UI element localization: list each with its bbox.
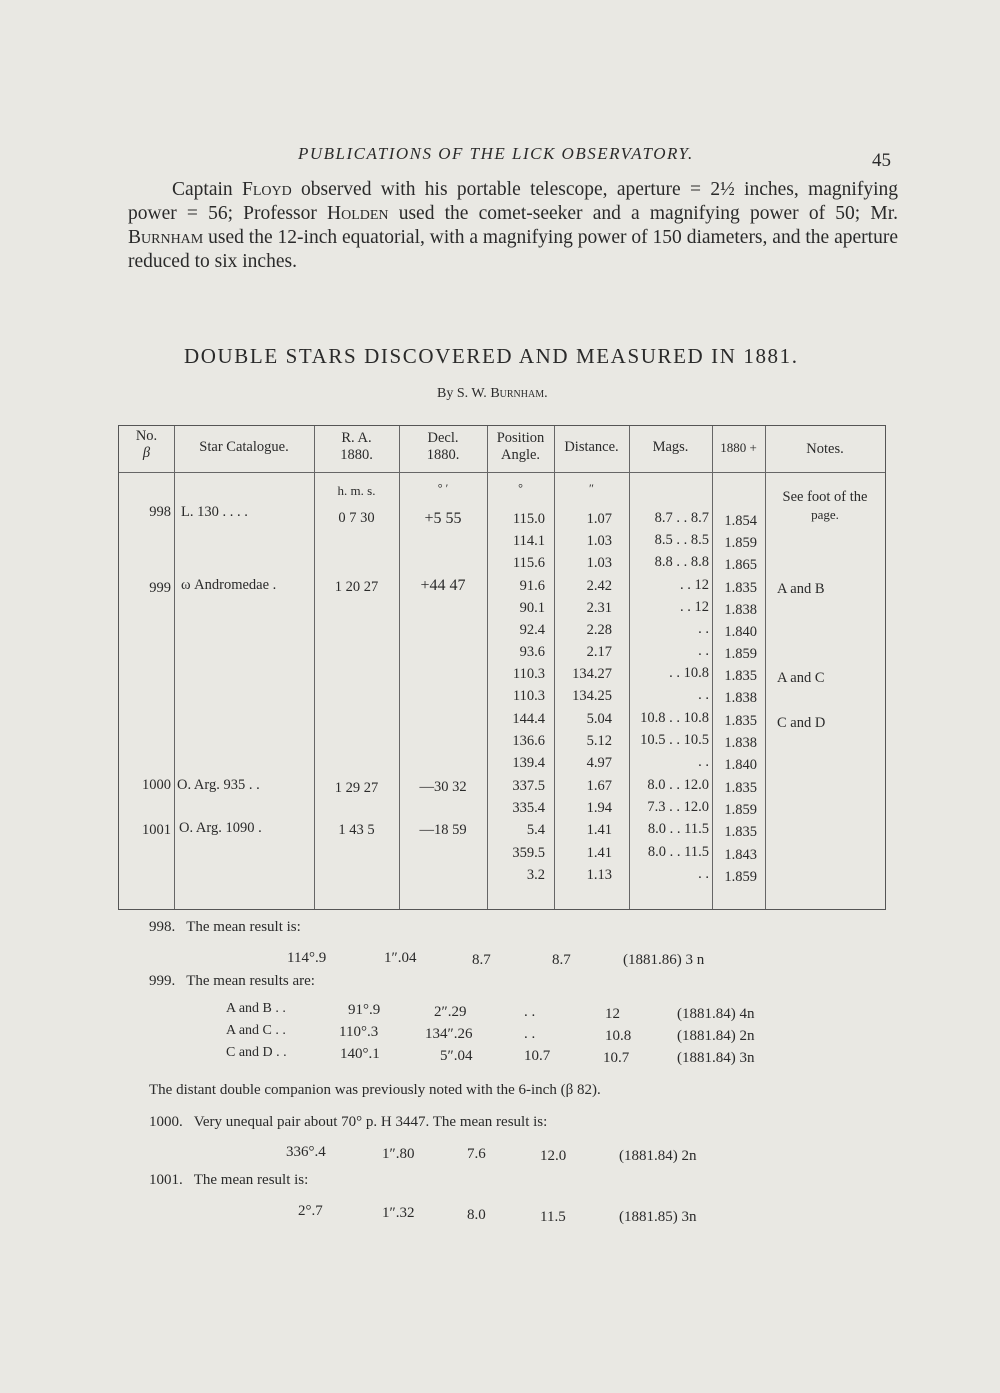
pair-label: A and B . . (226, 1001, 286, 1016)
pair-mag2: 12 (605, 1006, 620, 1022)
year-value: 1.854 (724, 513, 757, 529)
intro-paragraph (128, 178, 898, 274)
dist-value: 5.12 (586, 733, 612, 749)
pair-dist: 5″.04 (440, 1048, 473, 1064)
pa-value: 335.4 (512, 800, 545, 816)
mags-value: 10.8 . . 10.8 (640, 710, 709, 726)
distant-companion-note: The distant double companion was previously noted with the 6-inch (β 82). (149, 1082, 601, 1098)
entry-decl: +44 47 (420, 577, 466, 594)
mags-value: . . 12 (680, 577, 709, 593)
mean-1000-mag1: 7.6 (467, 1146, 486, 1162)
intro-text-2: observed with his portable telescope, aperture = 2½ inches, magnifying power = 56; Professor (128, 179, 898, 224)
pa-value: 139.4 (512, 755, 545, 771)
header-ra (314, 430, 399, 464)
name-burnham: Burnham (128, 227, 204, 248)
entry-ra: 1 29 27 (334, 780, 379, 796)
dist-value: 1.07 (586, 511, 612, 527)
note-999 (149, 973, 315, 990)
mean-1000-dist: 1″.80 (382, 1146, 415, 1162)
note-999-text: The mean results are: (186, 973, 315, 989)
mean-1000-pa: 336°.4 (286, 1144, 326, 1160)
pa-value: 92.4 (519, 622, 545, 638)
mags-value: 10.5 . . 10.5 (640, 732, 709, 748)
dist-value: 1.03 (586, 555, 612, 571)
header-star-catalogue: Star Catalogue. (199, 439, 289, 455)
pair-mag1: . . (524, 1026, 536, 1042)
pair-pa: 110°.3 (339, 1024, 379, 1040)
note-1001 (149, 1172, 308, 1189)
mean-1001-mag2: 11.5 (540, 1209, 566, 1225)
header-decl-label: Decl. (427, 430, 459, 446)
year-value: 1.843 (724, 847, 757, 863)
pa-value: 3.2 (526, 867, 545, 883)
column-rule (174, 426, 175, 909)
mags-value: 8.0 . . 11.5 (647, 844, 709, 860)
dist-value: 2.28 (586, 622, 612, 638)
byline (437, 386, 548, 402)
unit-dist: ″ (589, 481, 594, 495)
pair-epoch: (1881.84) 4n (677, 1006, 755, 1022)
intro-text-4: used the 12-inch equatorial, with a magnifying power of 150 diameters, and the aperture reduced to six inches. (128, 227, 898, 272)
entry-no: 999 (149, 580, 171, 596)
double-stars-table (118, 425, 886, 910)
entry-decl: +5 55 (424, 510, 462, 527)
note-page: page. (811, 507, 839, 522)
header-year: 1880 + (720, 440, 757, 455)
byline-name: Burnham. (490, 386, 548, 401)
mean-1001-pa: 2°.7 (298, 1203, 323, 1219)
section-title: DOUBLE STARS DISCOVERED AND MEASURED IN 1881. (184, 344, 799, 368)
year-value: 1.838 (724, 602, 757, 618)
year-value: 1.835 (724, 824, 757, 840)
pa-value: 5.4 (526, 822, 545, 838)
mean-1000-mag2: 12.0 (540, 1148, 567, 1164)
mean-1000-epoch: (1881.84) 2n (619, 1148, 697, 1164)
entry-star: ω Andromedae . (181, 577, 277, 593)
year-value: 1.859 (724, 802, 757, 818)
mean-998-pa: 114°.9 (287, 950, 327, 966)
mags-value: 8.8 . . 8.8 (654, 554, 709, 570)
mean-1001-epoch: (1881.85) 3n (619, 1209, 697, 1225)
year-value: 1.835 (724, 580, 757, 596)
pair-epoch: (1881.84) 2n (677, 1028, 755, 1044)
header-pa-label: Position (496, 430, 545, 446)
mean-998-mag2: 8.7 (552, 952, 571, 968)
pa-value: 136.6 (512, 733, 545, 749)
running-header: PUBLICATIONS OF THE LICK OBSERVATORY. (298, 144, 694, 163)
note-1000 (149, 1114, 547, 1131)
year-value: 1.835 (724, 668, 757, 684)
note-998 (149, 919, 301, 936)
mags-value: . . (698, 621, 709, 637)
dist-value: 2.42 (586, 578, 612, 594)
note-1000-text: Very unequal pair about 70° p. H 3447. The mean result is: (193, 1114, 548, 1130)
name-holden: Holden (327, 203, 389, 224)
note-a-and-c: A and C (777, 670, 825, 686)
mags-value: 7.3 . . 12.0 (647, 799, 709, 815)
pair-mag2: 10.7 (603, 1050, 630, 1066)
pair-dist: 2″.29 (434, 1004, 467, 1020)
note-1001-text: The mean result is: (193, 1172, 309, 1188)
entry-decl: —18 59 (419, 822, 467, 838)
mags-value: . . (698, 643, 709, 659)
unit-decl: ° ′ (437, 481, 449, 495)
year-value: 1.838 (724, 690, 757, 706)
mean-1001-mag1: 8.0 (467, 1207, 486, 1223)
mags-value: . . 12 (680, 599, 709, 615)
dist-value: 2.31 (586, 600, 612, 616)
page-number: 45 (872, 150, 891, 171)
header-ra-year: 1880. (340, 447, 373, 463)
header-pa-label2: Angle. (500, 447, 541, 463)
note-998-text: The mean result is: (186, 919, 301, 935)
dist-value: 134.27 (572, 666, 612, 682)
year-value: 1.838 (724, 735, 757, 751)
pair-pa: 91°.9 (348, 1002, 381, 1018)
entry-no: 1001 (142, 822, 171, 838)
pa-value: 110.3 (512, 688, 545, 704)
pa-value: 91.6 (519, 578, 545, 594)
dist-value: 1.41 (586, 822, 612, 838)
byline-by: By S. W. (437, 386, 491, 401)
dist-value: 5.04 (586, 711, 612, 727)
header-notes: Notes. (806, 441, 844, 457)
dist-value: 1.03 (586, 533, 612, 549)
dist-value: 4.97 (586, 755, 612, 771)
dist-value: 1.67 (586, 778, 612, 794)
mags-value: . . (698, 687, 709, 703)
entry-ra: 1 43 5 (338, 822, 375, 838)
mean-998-mag1: 8.7 (472, 952, 491, 968)
header-position-angle (487, 430, 554, 464)
pa-value: 115.0 (512, 511, 545, 527)
year-value: 1.865 (724, 557, 757, 573)
unit-pa: ° (518, 481, 523, 495)
pair-epoch: (1881.84) 3n (677, 1050, 755, 1066)
header-no-label: No. (135, 428, 158, 444)
mags-value: 8.0 . . 11.5 (647, 821, 709, 837)
entry-star: O. Arg. 1090 . (179, 820, 262, 836)
mags-value: . . (698, 754, 709, 770)
mean-998-dist: 1″.04 (384, 950, 417, 966)
dist-value: 1.41 (586, 845, 612, 861)
year-value: 1.835 (724, 713, 757, 729)
header-mags: Mags. (652, 439, 689, 455)
dist-value: 1.13 (586, 867, 612, 883)
note-1000-label: 1000. (149, 1114, 183, 1130)
header-distance: Distance. (564, 439, 619, 455)
pa-value: 110.3 (512, 666, 545, 682)
year-value: 1.859 (724, 535, 757, 551)
pa-value: 115.6 (512, 555, 545, 571)
intro-text-3: used the comet-seeker and a magnifying power of 50; Mr. (388, 203, 898, 224)
dist-value: 2.17 (586, 644, 612, 660)
header-no-symbol: β (142, 445, 151, 461)
pa-value: 144.4 (512, 711, 545, 727)
pair-dist: 134″.26 (425, 1026, 473, 1042)
header-no (119, 428, 174, 462)
pa-value: 90.1 (519, 600, 545, 616)
entry-ra: 1 20 27 (334, 579, 379, 595)
year-value: 1.840 (724, 624, 757, 640)
pair-mag1: . . (524, 1004, 536, 1020)
entry-no: 1000 (142, 777, 171, 793)
pa-value: 359.5 (512, 845, 545, 861)
mean-998-epoch: (1881.86) 3 n (623, 952, 705, 968)
year-value: 1.859 (724, 869, 757, 885)
pair-mag1: 10.7 (524, 1048, 551, 1064)
year-value: 1.859 (724, 646, 757, 662)
note-998-label: 998. (149, 919, 176, 935)
year-value: 1.840 (724, 757, 757, 773)
note-1001-label: 1001. (149, 1172, 183, 1188)
mags-value: 8.5 . . 8.5 (654, 532, 709, 548)
header-decl (399, 430, 487, 464)
header-decl-year: 1880. (426, 447, 460, 463)
pa-value: 93.6 (519, 644, 545, 660)
entry-star: L. 130 . . . . (181, 504, 248, 520)
entry-no: 998 (149, 504, 171, 520)
header-ra-label: R. A. (341, 430, 372, 446)
mean-1001-dist: 1″.32 (382, 1205, 415, 1221)
pa-value: 337.5 (512, 778, 545, 794)
note-a-and-b: A and B (777, 581, 825, 597)
dist-value: 134.25 (572, 688, 612, 704)
header-rule (119, 472, 885, 473)
note-c-and-d: C and D (777, 715, 826, 731)
pair-label: A and C . . (226, 1023, 286, 1038)
dist-value: 1.94 (586, 800, 612, 816)
note-999-label: 999. (149, 973, 176, 989)
pair-pa: 140°.1 (340, 1046, 380, 1062)
mags-value: 8.0 . . 12.0 (647, 777, 709, 793)
intro-text-1: Captain (172, 179, 242, 200)
entry-star: O. Arg. 935 . . (177, 777, 260, 793)
entry-ra: 0 7 30 (338, 510, 375, 526)
year-value: 1.835 (724, 780, 757, 796)
name-floyd: Floyd (241, 179, 292, 200)
entry-decl: —30 32 (419, 779, 467, 795)
mags-value: . . (698, 866, 709, 882)
mags-value: . . 10.8 (669, 665, 709, 681)
pair-mag2: 10.8 (605, 1028, 632, 1044)
pair-label: C and D . . (226, 1045, 287, 1060)
pa-value: 114.1 (512, 533, 545, 549)
unit-ra: h. m. s. (337, 483, 376, 498)
mags-value: 8.7 . . 8.7 (654, 510, 709, 526)
note-see-foot: See foot of the (782, 489, 868, 505)
